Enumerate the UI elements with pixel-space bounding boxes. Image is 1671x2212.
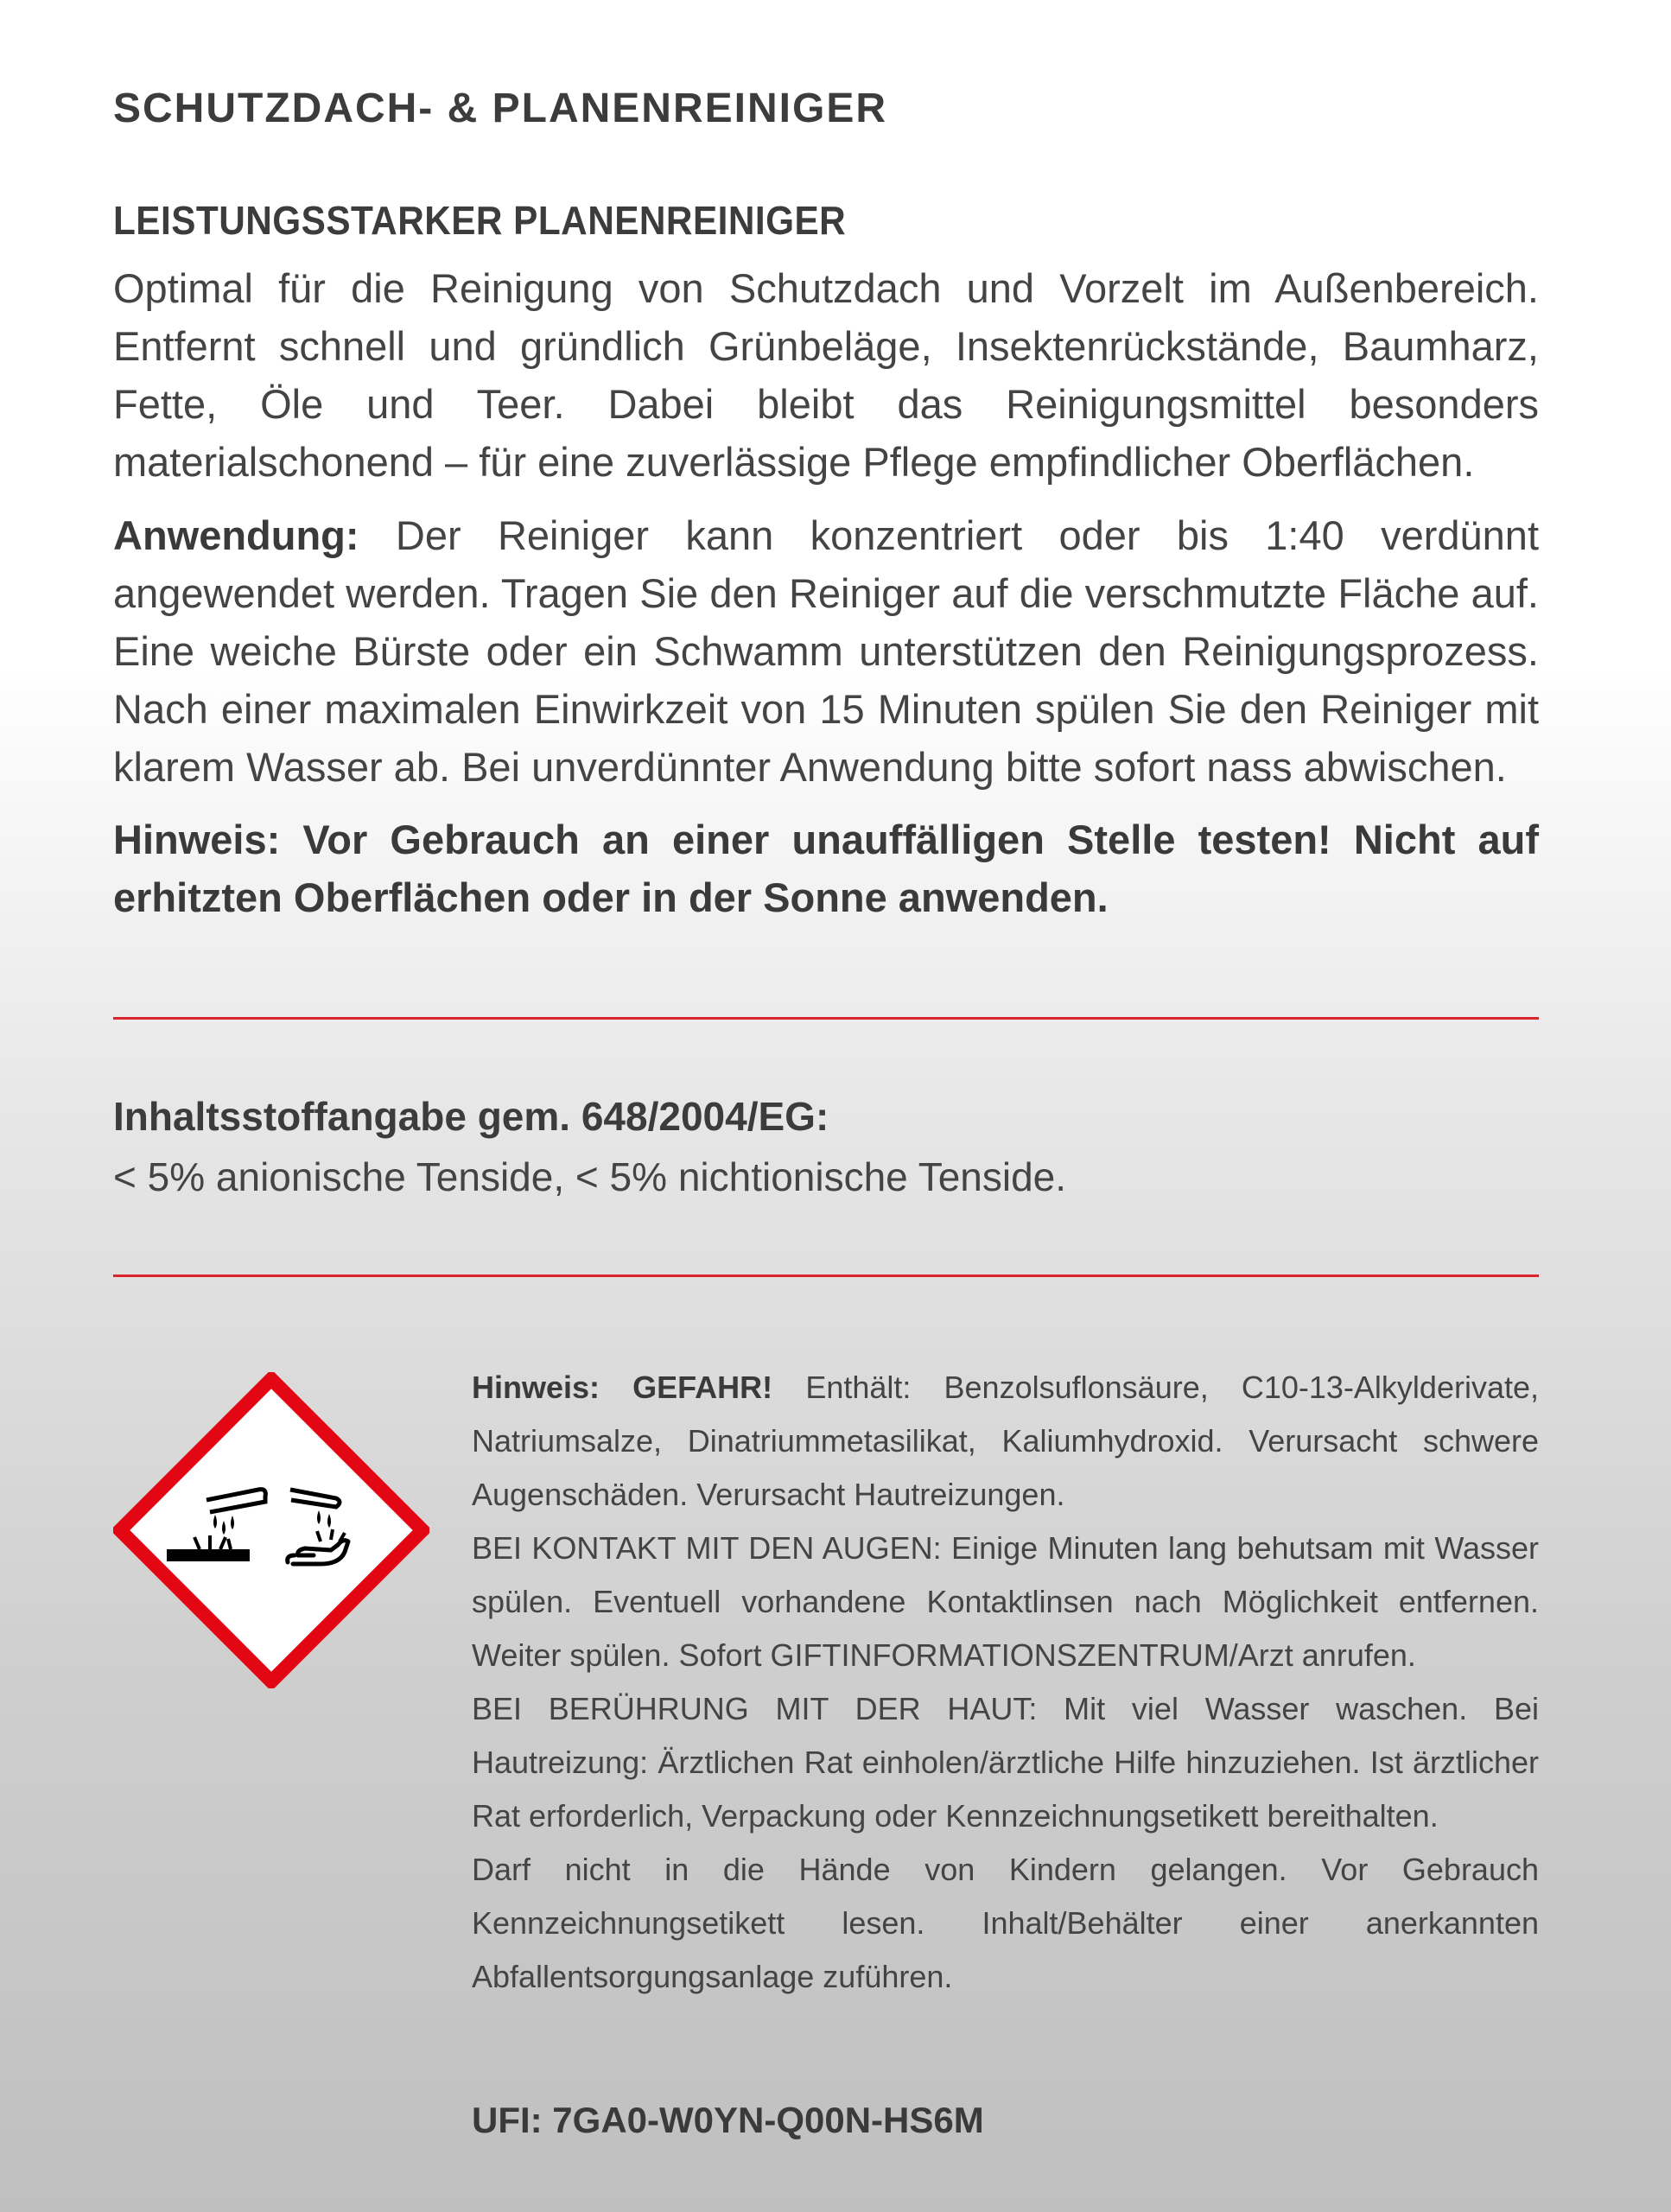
ghs-corrosion-icon [113, 1372, 429, 1688]
usage-note: Hinweis: Vor Gebrauch an einer unauffälligen Stelle testen! Nicht auf erhitzten Oberflächen oder in der Sonne anwenden. [113, 817, 1539, 920]
divider-bottom [113, 1274, 1539, 1277]
hazard-label: Hinweis: GEFAHR! [472, 1370, 773, 1405]
product-title: SCHUTZDACH- & PLANENREINIGER [113, 86, 887, 131]
hazard-children: Darf nicht in die Hände von Kindern gelangen. Vor Gebrauch Kennzeichnungsetikett lesen. Inhalt/Behälter einer anerkannten Abfallentsorgungsanlage zuführen. [472, 1852, 1539, 1994]
usage-paragraph [113, 506, 1539, 796]
divider-top [113, 1017, 1539, 1020]
hazard-intro: Enthält: Benzolsuflonsäure, C10-13-Alkylderivate, Natriumsalze, Dinatriummetasilikat, Kaliumhydroxid. Verursacht schwere Augenschäden. Verursacht Hautreizungen. [472, 1370, 1539, 1512]
ingredients-text: < 5% anionische Tenside, < 5% nichtionische Tenside. [113, 1154, 1067, 1199]
hazard-eyes: BEI KONTAKT MIT DEN AUGEN: Einige Minuten lang behutsam mit Wasser spülen. Eventuell vorhandene Kontaktlinsen nach Möglichkeit entfernen. Weiter spülen. Sofort GIFTINFORMATIONSZENTRUM/Arzt anrufen. [472, 1530, 1539, 1673]
product-description: Optimal für die Reinigung von Schutzdach und Vorzelt im Außenbereich. Entfernt schnell und gründlich Grünbeläge, Insektenrückstände, Baumharz, Fette, Öle und Teer. Dabei bleibt das Reinigungsmittel besonders materialschonend – für eine zuverlässige Pflege empfindlicher Oberflächen. [113, 265, 1539, 485]
ingredients-title: Inhaltsstoffangabe gem. 648/2004/EG: [113, 1094, 829, 1139]
hazard-skin: BEI BERÜHRUNG MIT DER HAUT: Mit viel Wasser waschen. Bei Hautreizung: Ärztlichen Rat einholen/ärztliche Hilfe hinzuziehen. Ist ärztlicher Rat erforderlich, Verpackung oder Kennzeichnungsetikett bereithalten. [472, 1691, 1539, 1834]
ufi-code: UFI: 7GA0-W0YN-Q00N-HS6M [472, 2100, 984, 2140]
hazard-intro-paragraph [472, 1361, 1539, 1522]
hazard-statement [472, 1361, 1539, 2004]
usage-text: Der Reiniger kann konzentriert oder bis 1:40 verdünnt angewendet werden. Tragen Sie den Reiniger auf die verschmutzte Fläche auf. Eine weiche Bürste oder ein Schwamm unterstützen den Reinigungsprozess. Nach einer maximalen Einwirkzeit von 15 Minuten spülen Sie den Reiniger mit klarem Wasser ab. Bei unverdünnter Anwendung bitte sofort nass abwischen. [113, 512, 1539, 790]
usage-label: Anwendung: [113, 512, 359, 558]
product-subtitle: LEISTUNGSSTARKER PLANENREINIGER [113, 198, 847, 243]
